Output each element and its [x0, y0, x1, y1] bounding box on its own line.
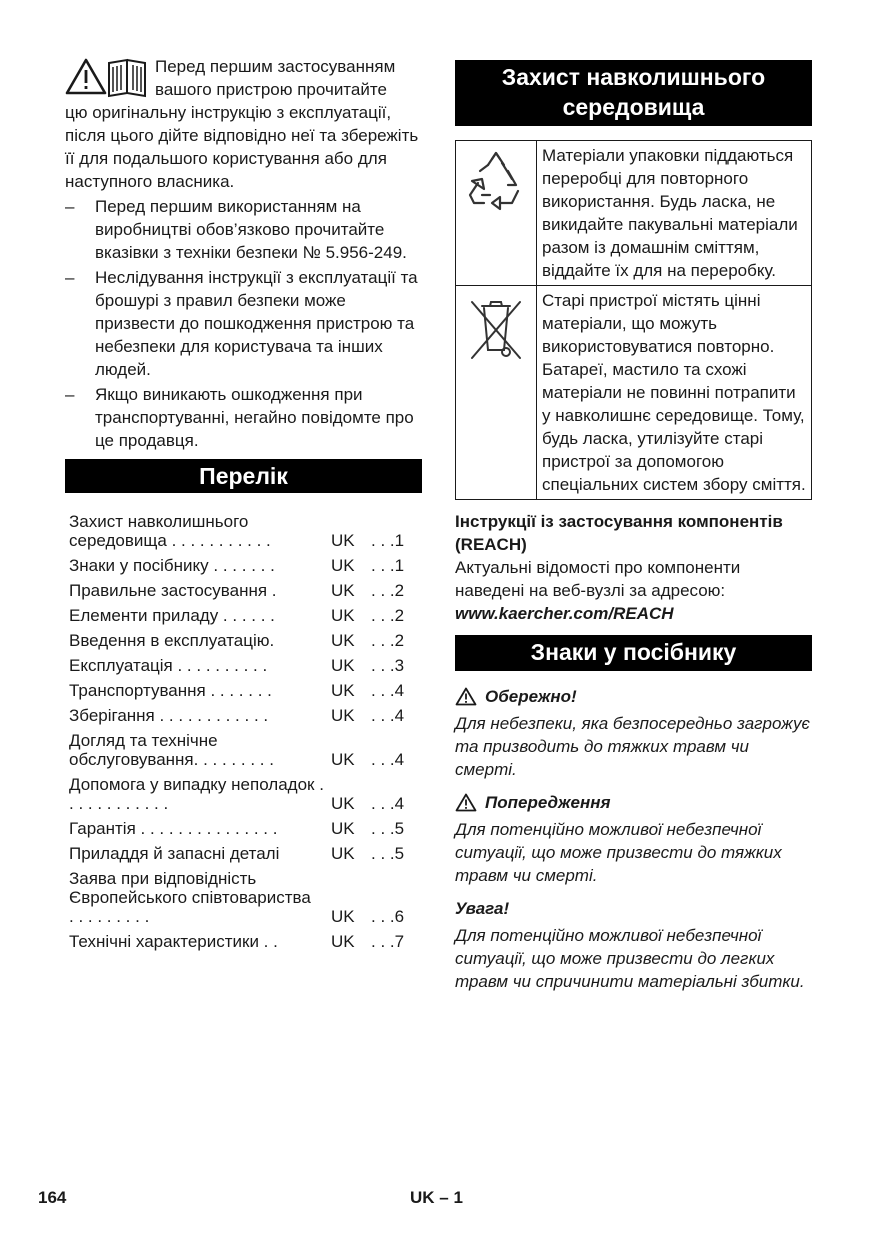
toc-entry[interactable]: [65, 775, 422, 813]
toc-lang: UK: [331, 556, 355, 575]
toc-entry[interactable]: [65, 581, 422, 600]
toc-entry-title: Приладдя й запасні деталі: [69, 844, 280, 863]
caution-text: Для потенційно можливої небезпечної ситуації, що може призвести до легких травм чи спричинити матеріальні збитки.: [455, 926, 805, 991]
toc-lang: UK: [331, 750, 355, 769]
toc-entry-title: Гарантія: [69, 819, 136, 838]
list-item: [65, 195, 422, 264]
toc-entry[interactable]: [65, 681, 422, 700]
toc-dots: . . . . . . . . .: [193, 750, 274, 769]
toc-page: . . .2: [371, 606, 405, 625]
disposal-text: Старі пристрої містять цінні матеріали, що можуть використовуватися повторно. Батареї, мастило та схожі матеріали не повинні потрапити у навколишнє середовище. Тому, будь ласка, утилізуйте старі пристрої за допомогою спеціальних систем збору сміття.: [537, 286, 812, 500]
right-column: [455, 60, 812, 993]
warning-manual-icon: [65, 55, 151, 99]
toc-dots: . . . . . . .: [208, 556, 275, 575]
toc-entry[interactable]: [65, 869, 422, 926]
table-row: [456, 286, 812, 500]
bullet-dash: –: [65, 197, 75, 216]
toc-dots: .: [269, 631, 275, 650]
danger-heading: [455, 685, 812, 708]
toc-dots: . . . . . . . . . . .: [166, 531, 271, 550]
toc-entry[interactable]: [65, 706, 422, 725]
toc-entry[interactable]: [65, 656, 422, 675]
toc-entry[interactable]: [65, 731, 422, 769]
reach-section: [455, 510, 812, 625]
reach-link[interactable]: www.kaercher.com/REACH: [455, 604, 674, 623]
page-number: 164: [38, 1188, 67, 1207]
toc-entry-title: Введення в експлуатацію: [69, 631, 270, 650]
toc-dots: . . . . . . . . .: [69, 907, 150, 926]
toc-lang: UK: [331, 907, 355, 926]
intro-line-1: Перед першим застосуванням: [155, 57, 396, 76]
toc-entry-title: Догляд та технічне обслуговування: [69, 731, 218, 769]
toc-page: . . .1: [371, 556, 405, 575]
toc-dots: .: [267, 581, 277, 600]
danger-text: Для небезпеки, яка безпосередньо загрожує та призводить до тяжких травм чи смерті.: [455, 714, 810, 779]
toc-lang: UK: [331, 819, 355, 838]
list-item: [65, 383, 422, 452]
toc-entry-title: Експлуатація: [69, 656, 173, 675]
toc-entry-title: Допомога у випадку неполадок: [69, 775, 315, 794]
toc-entry-title: Захист навколишнього середовища: [69, 512, 249, 550]
toc-page: . . .2: [371, 631, 405, 650]
toc-dots: . . . . . . . . . . . .: [154, 706, 269, 725]
caution-label: Увага!: [455, 899, 510, 918]
toc-page: . . .5: [371, 819, 405, 838]
bullet-text: Неслідування інструкції з експлуатації та брошурі з правил безпеки може призвести до пошкодження пристрою та небезпеки для користувача та інших людей.: [95, 268, 418, 379]
reach-text: Актуальні відомості про компоненти наведені на веб-вузлі за адресою:: [455, 558, 741, 600]
toc-dots: . . . . . . . . . .: [172, 656, 268, 675]
bullet-text: Перед першим використанням на виробництві обов’язково прочитайте вказівки з техніки безпеки № 5.956-249.: [95, 197, 407, 262]
toc-page: . . .4: [371, 794, 405, 813]
toc-page: . . .7: [371, 932, 405, 951]
warning-text: Для потенційно можливої небезпечної ситуації, що може призвести до тяжких травм чи смерті.: [455, 820, 782, 885]
bullet-dash: –: [65, 385, 75, 404]
toc-page: . . .1: [371, 531, 405, 550]
intro-section: [65, 55, 422, 452]
toc-lang: UK: [331, 656, 355, 675]
caution-heading: [455, 897, 812, 920]
toc-entry-title: Транспортування: [69, 681, 206, 700]
recycling-icon: [456, 141, 536, 221]
toc-heading: Перелік: [65, 459, 422, 493]
intro-bullet-list: [65, 195, 422, 452]
danger-label: Обережно!: [485, 687, 577, 706]
toc-dots: . .: [258, 932, 278, 951]
left-column: [65, 55, 422, 957]
environment-heading: Захист навколишнього середовища: [455, 60, 812, 126]
toc-page: . . .4: [371, 681, 405, 700]
disposal-cell: [456, 286, 537, 500]
intro-text: цю оригінальну інструкцію з експлуатації, після цього дійте відповідно неї та збережіть її для подальшого користування або для наступного власника.: [65, 103, 419, 191]
toc-page: . . .4: [371, 706, 405, 725]
toc-entry[interactable]: [65, 631, 422, 650]
toc-page: . . .3: [371, 656, 405, 675]
toc-entry[interactable]: [65, 932, 422, 951]
recycling-cell: [456, 141, 537, 286]
toc-entry-title: Технічні характеристики: [69, 932, 259, 951]
toc-lang: UK: [331, 581, 355, 600]
table-row: [456, 141, 812, 286]
toc-lang: UK: [331, 844, 355, 863]
signs-section: [455, 685, 812, 993]
toc-entry[interactable]: [65, 819, 422, 838]
toc-lang: UK: [331, 794, 355, 813]
toc-lang: UK: [331, 531, 355, 550]
warning-heading: [455, 791, 812, 814]
toc-entry-title: Знаки у посібнику: [69, 556, 209, 575]
toc-page: . . .4: [371, 750, 405, 769]
toc-dots: . . . . . .: [218, 606, 275, 625]
toc-entry-title: Заява при відповідність Європейського співтовариства: [69, 869, 311, 907]
list-item: [65, 266, 422, 381]
crossed-bin-icon: [456, 286, 536, 366]
toc-lang: UK: [331, 706, 355, 725]
toc-entry[interactable]: [65, 556, 422, 575]
toc-lang: UK: [331, 631, 355, 650]
recycling-text: Матеріали упаковки піддаються переробці для повторного використання. Будь ласка, не викидайте пакувальні матеріали разом із домашнім сміттям, віддайте їх для на переробку.: [537, 141, 812, 286]
footer-section: UK – 1: [410, 1188, 463, 1207]
toc-entry-title: Елементи приладу: [69, 606, 219, 625]
bullet-text: Якщо виникають ошкодження при транспортуванні, негайно повідомте про це продавця.: [95, 385, 414, 450]
reach-heading: Інструкції із застосування компонентів (REACH): [455, 512, 783, 554]
warning-triangle-icon: [455, 687, 477, 706]
warning-triangle-icon: [455, 793, 477, 812]
toc-lang: UK: [331, 932, 355, 951]
toc-page: . . .2: [371, 581, 405, 600]
toc-lang: UK: [331, 681, 355, 700]
toc-dots: . . . . . . . . . . . .: [69, 775, 324, 813]
toc-page: . . .5: [371, 844, 405, 863]
toc-entry-title: Зберігання: [69, 706, 155, 725]
environment-table: [455, 140, 812, 500]
toc-dots: . . . . . . . . . . . . . . .: [135, 819, 278, 838]
toc-dots: . . . . . . .: [205, 681, 272, 700]
intro-line-2: вашого пристрою прочитайте: [155, 80, 387, 99]
toc-lang: UK: [331, 606, 355, 625]
toc-entry[interactable]: [65, 606, 422, 625]
signs-heading: Знаки у посібнику: [455, 635, 812, 671]
bullet-dash: –: [65, 268, 75, 287]
toc-entry[interactable]: [65, 512, 422, 550]
warning-label: Попередження: [485, 793, 611, 812]
table-of-contents: [65, 512, 422, 951]
toc-page: . . .6: [371, 907, 405, 926]
toc-entry-title: Правильне застосування: [69, 581, 268, 600]
toc-entry[interactable]: [65, 844, 422, 863]
